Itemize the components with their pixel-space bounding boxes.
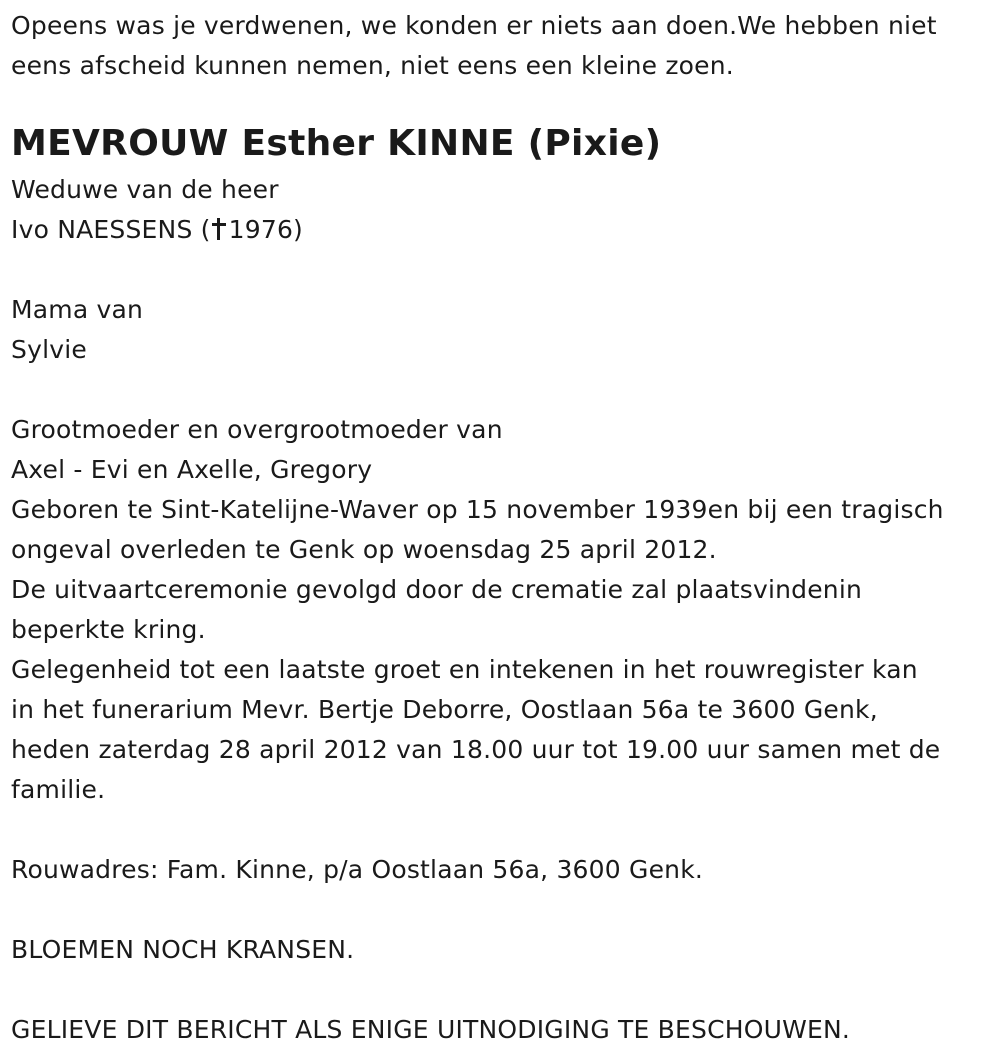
- intro-line-1: Opeens was je verdwenen, we konden er niets aan doen.We hebben niet: [11, 11, 937, 40]
- details-line-5: Gelegenheid tot een laatste groet en intekenen in het rouwregister kan: [11, 655, 918, 684]
- spacer: [11, 970, 991, 1010]
- spacer: [11, 250, 991, 290]
- cross-icon: [212, 218, 226, 240]
- mourning-address: Rouwadres: Fam. Kinne, p/a Oostlaan 56a, 3600 Genk.: [11, 855, 704, 884]
- obituary-notice: [11, 6, 991, 1050]
- deceased-name: MEVROUW Esther KINNE (Pixie): [11, 123, 662, 164]
- grandchildren-names: Axel - Evi en Axelle, Gregory: [11, 455, 373, 484]
- spouse-death-year: 1976): [228, 215, 304, 244]
- details-line-3: De uitvaartceremonie gevolgd door de crematie zal plaatsvindenin: [11, 575, 863, 604]
- spacer: [11, 810, 991, 850]
- details-line-2: ongeval overleden te Genk op woensdag 25 april 2012.: [11, 535, 717, 564]
- details-line-6: in het funerarium Mevr. Bertje Deborre, Oostlaan 56a te 3600 Genk,: [11, 695, 878, 724]
- details-line-8: familie.: [11, 775, 106, 804]
- flowers-notice: BLOEMEN NOCH KRANSEN.: [11, 935, 355, 964]
- spacer: [11, 370, 991, 410]
- details-line-4: beperkte kring.: [11, 615, 206, 644]
- spacer: [11, 890, 991, 930]
- widow-line: Weduwe van de heer: [11, 175, 279, 204]
- grandmother-heading: Grootmoeder en overgrootmoeder van: [11, 415, 503, 444]
- details-line-1: Geboren te Sint-Katelijne-Waver op 15 november 1939en bij een tragisch: [11, 495, 944, 524]
- spouse-line: [11, 210, 991, 250]
- details-line-7: heden zaterdag 28 april 2012 van 18.00 uur tot 19.00 uur samen met de: [11, 735, 941, 764]
- children-names: Sylvie: [11, 335, 87, 364]
- intro-line-2: eens afscheid kunnen nemen, niet eens een kleine zoen.: [11, 51, 734, 80]
- mother-heading: Mama van: [11, 295, 144, 324]
- spouse-name: Ivo NAESSENS (: [11, 215, 211, 244]
- invitation-notice: GELIEVE DIT BERICHT ALS ENIGE UITNODIGING TE BESCHOUWEN.: [11, 1015, 851, 1044]
